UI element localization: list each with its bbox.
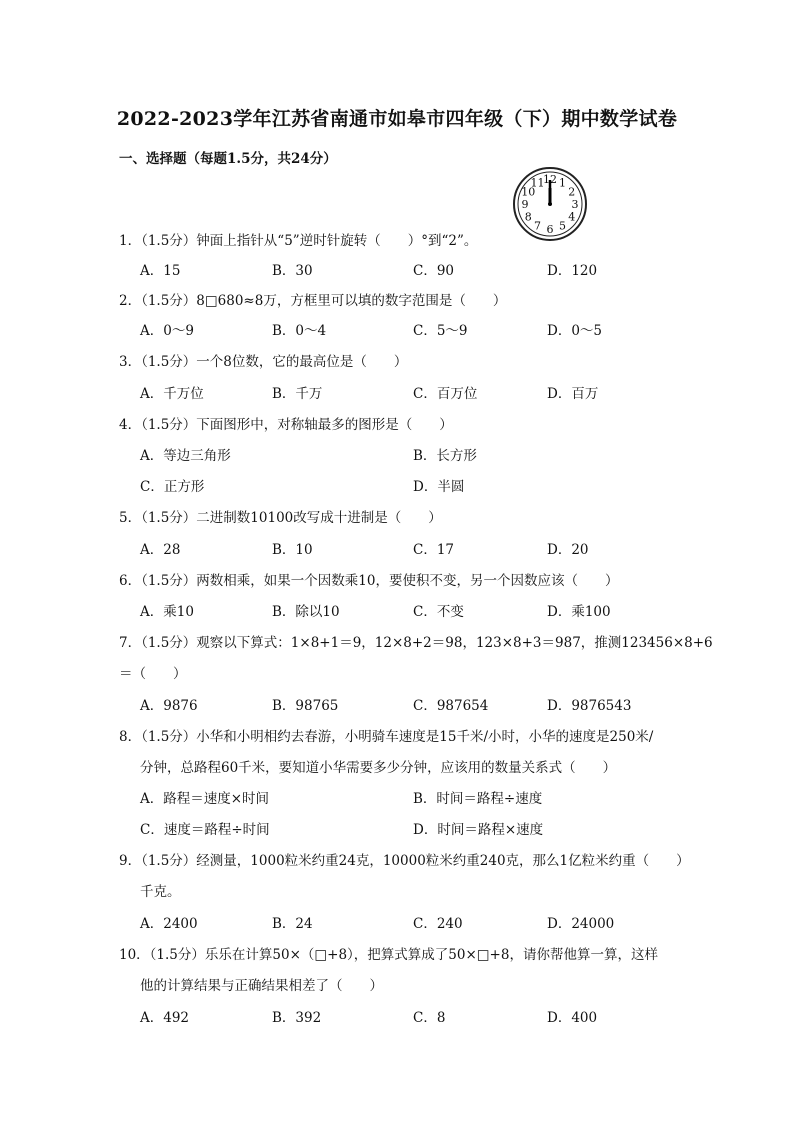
question-1-text: 1．（1.5分）钟面上指针从“5”逆时针旋转（ ）°到“2”。 [119,233,478,249]
q9-option-b[interactable]: B．24 [272,916,313,932]
q6-option-a[interactable]: A．乘10 [140,604,194,620]
question-4-text: 4．（1.5分）下面图形中，对称轴最多的图形是（ ） [119,417,453,433]
q9-option-d[interactable]: D．24000 [547,916,615,932]
q1-option-a[interactable]: A．15 [140,263,181,279]
clock-numeral-8: 8 [524,210,532,224]
question-9-text-line2: 千克。 [140,884,181,900]
question-7-text-line1: 7．（1.5分）观察以下算式：1×8+1＝9，12×8+2＝98，123×8+3＝987，推测123456×8+6 [119,635,713,651]
q1-option-b[interactable]: B．30 [272,263,313,279]
q10-option-b[interactable]: B．392 [272,1010,322,1026]
clock-numeral-12: 12 [543,173,557,186]
q4-option-d[interactable]: D．半圆 [413,479,465,495]
page-title: 2022-2023学年江苏省南通市如皋市四年级（下）期中数学试卷 [116,108,678,130]
q2-option-a[interactable]: A．0～9 [140,323,194,339]
q1-option-d[interactable]: D．120 [547,263,598,279]
q3-option-c[interactable]: C．百万位 [413,386,478,402]
clock-numeral-7: 7 [534,219,541,233]
clock-numeral-6: 6 [546,223,554,236]
q7-option-b[interactable]: B．98765 [272,698,339,714]
q8-option-d[interactable]: D．时间＝路程×速度 [413,822,544,838]
question-9-text-line1: 9．（1.5分）经测量，1000粒米约重24克，10000粒米约重240克，那么1亿粒米约重（ ） [119,853,690,869]
q3-option-b[interactable]: B．千万 [272,386,323,402]
question-6-text: 6．（1.5分）两数相乘，如果一个因数乘10，要使积不变，另一个因数应该（ ） [119,573,619,589]
q9-option-a[interactable]: A．2400 [140,916,198,932]
q5-option-a[interactable]: A．28 [140,542,181,558]
q6-option-d[interactable]: D．乘100 [547,604,611,620]
question-2-text: 2．（1.5分）8□680≈8万，方框里可以填的数字范围是（ ） [119,293,507,309]
q8-option-c[interactable]: C．速度＝路程÷时间 [140,822,270,838]
question-8-text-line1: 8．（1.5分）小华和小明相约去春游，小明骑车速度是15千米/小时，小华的速度是250米/ [119,729,654,745]
q4-option-a[interactable]: A．等边三角形 [140,448,231,464]
q4-option-c[interactable]: C．正方形 [140,479,205,495]
q7-option-c[interactable]: C．987654 [413,698,489,714]
q5-option-b[interactable]: B．10 [272,542,313,558]
clock-numeral-4: 4 [568,210,576,224]
question-10-text-line2: 他的计算结果与正确结果相差了（ ） [140,978,383,994]
q2-option-b[interactable]: B．0～4 [272,323,327,339]
q3-option-d[interactable]: D．百万 [547,386,599,402]
q5-option-c[interactable]: C．17 [413,542,455,558]
clock-numeral-1: 1 [559,176,566,190]
section-heading: 一、选择题（每题1.5分，共24分） [119,151,337,167]
question-10-text-line1: 10．（1.5分）乐乐在计算50×（□+8），把算式算成了50×□+8，请你帮他算一算，这样 [119,947,658,963]
clock-numeral-9: 9 [521,198,529,211]
question-8-text-line2: 分钟，总路程60千米，要知道小华需要多少分钟，应该用的数量关系式（ ） [140,760,617,776]
q8-option-b[interactable]: B．时间＝路程÷速度 [413,791,543,807]
q1-option-c[interactable]: C．90 [413,263,455,279]
clock-numeral-5: 5 [559,219,566,233]
clock-numeral-3: 3 [571,198,579,211]
question-7-text-line2: ＝（ ） [119,666,187,682]
q6-option-c[interactable]: C．不变 [413,604,464,620]
q7-option-d[interactable]: D．9876543 [547,698,632,714]
clock-figure [512,166,588,242]
q9-option-c[interactable]: C．240 [413,916,463,932]
q10-option-c[interactable]: C．8 [413,1010,446,1026]
q2-option-c[interactable]: C．5～9 [413,323,468,339]
q10-option-d[interactable]: D．400 [547,1010,598,1026]
q3-option-a[interactable]: A．千万位 [140,386,204,402]
q7-option-a[interactable]: A．9876 [140,698,198,714]
q5-option-d[interactable]: D．20 [547,542,589,558]
q10-option-a[interactable]: A．492 [140,1010,190,1026]
question-5-text: 5．（1.5分）二进制数10100改写成十进制是（ ） [119,510,442,526]
q4-option-b[interactable]: B．长方形 [413,448,477,464]
q2-option-d[interactable]: D．0～5 [547,323,603,339]
clock-numeral-2: 2 [568,185,576,199]
question-3-text: 3．（1.5分）一个8位数，它的最高位是（ ） [119,354,408,370]
clock-numeral-10: 10 [521,185,536,199]
q8-option-a[interactable]: A．路程＝速度×时间 [140,791,270,807]
clock-center [548,202,552,206]
q6-option-b[interactable]: B．除以10 [272,604,340,620]
clock-numeral-11: 11 [530,176,545,190]
